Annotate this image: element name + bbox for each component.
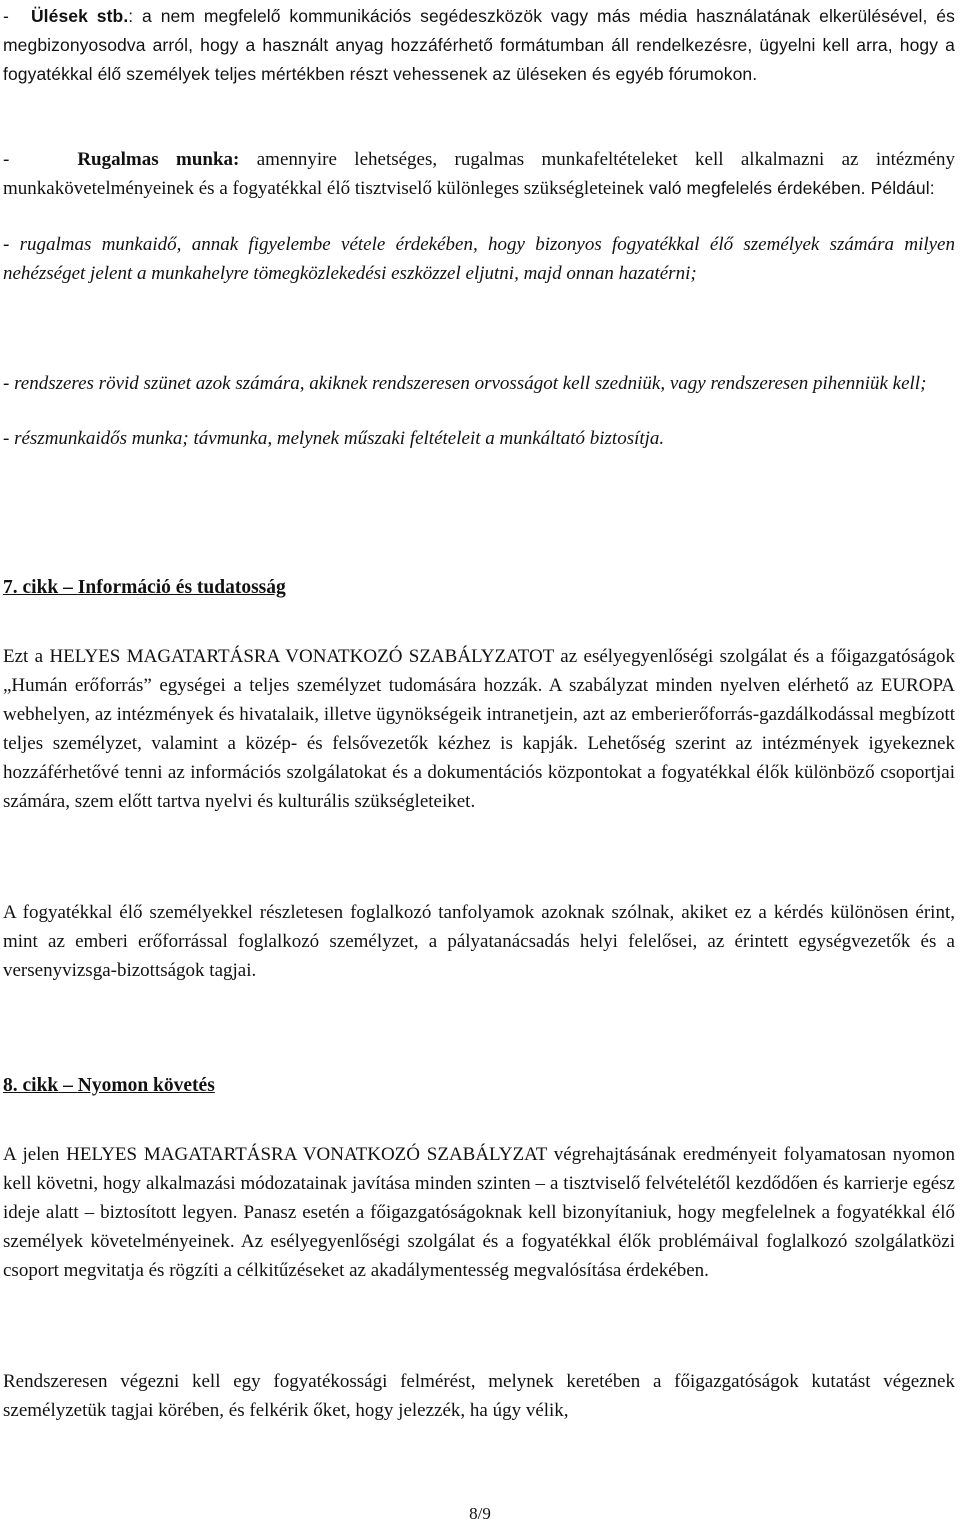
flexible-label: Rugalmas munka:: [77, 149, 240, 170]
example-item: - részmunkaidős munka; távmunka, melynek műszaki feltételeit a munkáltató biztosítja.: [3, 428, 665, 449]
article-8-title: Nyomon követés: [77, 1075, 215, 1096]
article-8-heading: [3, 1075, 215, 1097]
article-7-heading: [3, 577, 286, 599]
article-7-title: Információ és tudatosság: [77, 577, 286, 598]
article-8-number: 8. cikk: [3, 1075, 59, 1096]
article-7-paragraph: A fogyatékkal élő személyekkel részletesen foglalkozó tanfolyamok azoknak szólnak, akiket ez a kérdés különösen érint, mint az emberi erőforrással foglalkozó személyzet, a pályatanácsadás helyi felelősei, az érintett egységvezetők és a versenyvizsga-bizottságok tagjai.: [3, 902, 955, 981]
article-8-paragraph: A jelen HELYES MAGATARTÁSRA VONATKOZÓ SZABÁLYZAT végrehajtásának eredményeit folyamatosan nyomon kell követni, hogy alkalmazási módozatainak javítása minden szinten – a tisztviselő felvételétől kezdődően és karrierje egész ideje alatt – biztosított legyen. Panasz esetén a főigazgatóságoknak kell bizonyítaniuk, hogy megfelelnek a fogyatékkal élő személyek követelményeinek. Az esélyegyenlőségi szolgálat és a fogyatékkal élők problémáival foglalkozó szolgálatközi csoport megvitatja és rögzíti a célkitűzéseket az akadálymentesség megvalósítása érdekében.: [3, 1144, 955, 1281]
meetings-dash: -: [3, 6, 9, 26]
meetings-text: : a nem megfelelő kommunikációs segédeszközök vagy más média használatának elkerülésével, és megbizonyosodva arról, hogy a használt anyag hozzáférhető formátumban áll rendelkezésre, ügyelni kell arra, hogy a fogyatékkal élő személyek teljes mértékben részt vehessenek az üléseken és egyéb fórumokon.: [3, 6, 955, 84]
article-8-paragraph: Rendszeresen végezni kell egy fogyatékossági felmérést, melynek keretében a főigazgatóságok kutatást végeznek személyzetük tagjai körében, és felkérik őket, hogy jelezzék, ha úgy vélik,: [3, 1371, 955, 1421]
flexible-text-serif: amennyire lehetséges, rugalmas munkafeltételeket kell alkalmazni az intézmény munkakövetelményeinek és a fogyatékkal élő tisztviselő különleges szükségleteinek: [3, 149, 955, 199]
page-number: 8/9: [469, 1504, 491, 1523]
meetings-label: Ülések stb.: [30, 6, 129, 26]
meetings-paragraph: [3, 2, 955, 89]
flexible-dash: -: [3, 149, 10, 170]
flexible-text-sans: való megfelelés érdekében. Például:: [644, 178, 935, 198]
example-item: - rendszeres rövid szünet azok számára, akiknek rendszeresen orvosságot kell szedniük, vagy rendszeresen pihenniük kell;: [3, 373, 927, 394]
article-8-separator: –: [58, 1075, 78, 1096]
flexible-work-paragraph: [3, 145, 955, 203]
article-7-number: 7. cikk: [3, 577, 59, 598]
article-7-separator: –: [58, 577, 78, 598]
article-7-paragraph: Ezt a HELYES MAGATARTÁSRA VONATKOZÓ SZABÁLYZATOT az esélyegyenlőségi szolgálat és a főigazgatóságok „Humán erőforrás” egységei a teljes személyzet tudomására hozzák. A szabályzat minden nyelven elérhető az EUROPA webhelyen, az intézmények és hivatalaik, illetve ügynökségeik intranetjein, azt az emberierőforrás-gazdálkodással megbízott teljes személyzet, valamint a közép- és felsővezetők kézhez is kapják. Lehetőség szerint az intézmények igyekeznek hozzáférhetővé tenni az információs szolgálatokat és a dokumentációs központokat a fogyatékkal élők különböző csoportjai számára, szem előtt tartva nyelvi és kulturális szükségleteiket.: [3, 646, 955, 812]
example-item: - rugalmas munkaidő, annak figyelembe vétele érdekében, hogy bizonyos fogyatékkal élő személyek számára milyen nehézséget jelent a munkahelyre tömegközlekedési eszközzel eljutni, majd onnan hazatérni;: [3, 234, 955, 284]
